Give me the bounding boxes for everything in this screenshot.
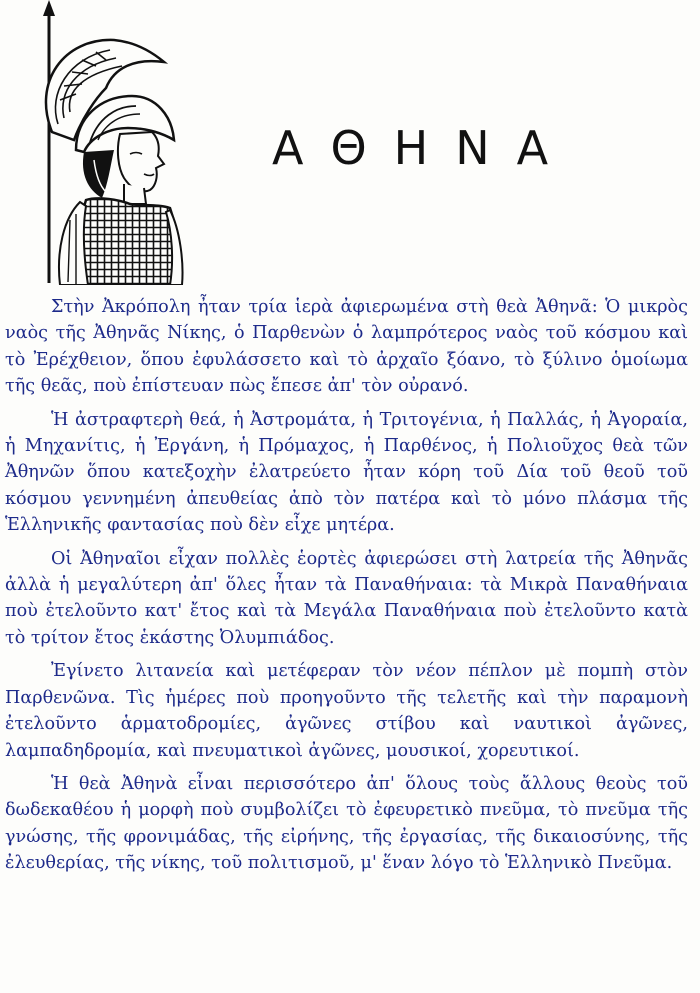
paragraph: Ἐγίνετο λιτανεία καὶ μετέφεραν τὸν νέον πέπλον μὲ πομπὴ στὸν Παρθενῶνα. Τὶς ἡμέρες ποὺ προηγοῦντο τῆς τελετῆς καὶ τὴν παραμονὴ ἐτελοῦντο ἁρματοδρομίες, ἀγῶνες στίβου καὶ ναυτικοὶ ἀγῶνες, λαμπαδηδρομία, καὶ πνευματικοὶ ἀγῶνες, μουσικοί, χορευτικοί.: [5, 661, 688, 761]
paragraph: Οἱ Ἀθηναῖοι εἶχαν πολλὲς ἑορτὲς ἀφιερώσει στὴ λατρεία τῆς Ἀθηνᾶς ἀλλὰ ἡ μεγαλύτερη ἀπ' ὅλες ἦταν τὰ Παναθήναια: τὰ Μικρὰ Παναθήναια ποὺ ἐτελοῦντο κατ' ἔτος καὶ τὰ Μεγάλα Παναθήναια ποὺ ἐτελοῦντο κατὰ τὸ τρίτον ἔτος ἑκάστης Ὀλυμπιάδος.: [5, 548, 688, 648]
page-title: ΑΘΗΝΑ: [272, 121, 576, 175]
article-body: [5, 294, 688, 884]
paragraph: Ἡ θεὰ Ἀθηνὰ εἶναι περισσότερο ἀπ' ὅλους τοὺς ἄλλους θεοὺς τοῦ δωδεκαθέου ἡ μορφὴ ποὺ συμβολίζει τὸ ἐφευρετικὸ πνεῦμα, τὸ πνεῦμα τῆς γνώσης, τῆς φρονιμάδας, τῆς εἰρήνης, τῆς ἐργασίας, τῆς δικαιοσύνης, τῆς ἐλευθερίας, τῆς νίκης, τοῦ πολιτισμοῦ, μ' ἕναν λόγο τὸ Ἑλληνικὸ Πνεῦμα.: [5, 773, 688, 874]
athena-helmet-illustration-icon: [24, 0, 184, 285]
paragraph: Στὴν Ἀκρόπολη ἦταν τρία ἱερὰ ἀφιερωμένα στὴ θεὰ Ἀθηνᾶ: Ὁ μικρὸς ναὸς τῆς Ἀθηνᾶς Νίκης, ὁ Παρθενὼν ὁ λαμπρότερος ναὸς τοῦ κόσμου καὶ τὸ Ἐρέχθειον, ὅπου ἐφυλάσσετο καὶ τὸ ἀρχαῖο ξόανο, τὸ ξύλινο ὁμοίωμα τῆς θεᾶς, ποὺ ἐπίστευαν πὼς ἔπεσε ἀπ' τὸν οὐρανό.: [5, 297, 688, 397]
paragraph: Ἡ ἀστραφτερὴ θεά, ἡ Ἀστρομάτα, ἡ Τριτογένια, ἡ Παλλάς, ἡ Ἀγοραία, ἡ Μηχανίτις, ἡ Ἐργάνη, ἡ Πρόμαχος, ἡ Παρθένος, ἡ Πολιοῦχος θεὰ τῶν Ἀθηνῶν ὅπου κατεξοχὴν ἐλατρεύετο ἦταν κόρη τοῦ Δία τοῦ θεοῦ τοῦ κόσμου γεννημένη ἀπευθείας ἀπὸ τὸν πατέρα καὶ τὸ μόνο πλάσμα τῆς Ἑλληνικῆς φαντασίας ποὺ δὲν εἶχε μητέρα.: [5, 409, 688, 536]
